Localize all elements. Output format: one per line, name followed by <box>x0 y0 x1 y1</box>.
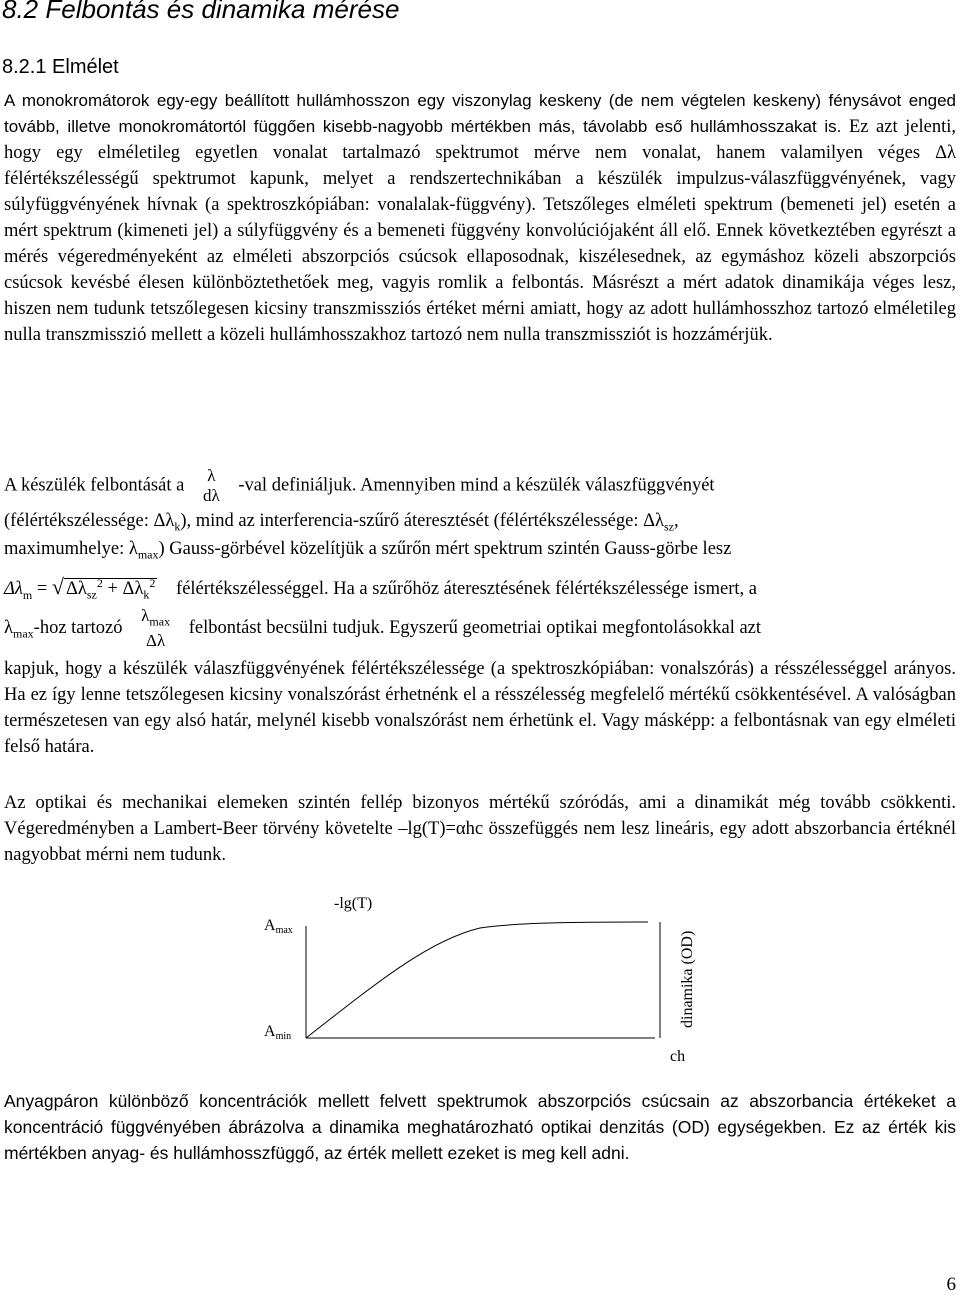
formula-radicand: $\Delta\lambda_{sz}^2 + \Delta\lambda_k^2$ <box>65 576 156 602</box>
resolution-text-3b: ) Gauss-görbével közelítjük a szűrőn mért spektrum szintén Gauss-görbe lesz <box>158 539 732 559</box>
resolution-text-5a: λ <box>4 617 13 638</box>
formula-sub-k: k <box>143 587 150 602</box>
resolution-text-4: félértékszélességgel. Ha a szűrőhöz áteresztésének félértékszélessége ismert, a <box>176 579 757 600</box>
chart-dynamic-label: dinamika (OD) <box>679 930 696 1028</box>
chart-curve <box>306 922 648 1038</box>
paragraph-scattering: Az optikai és mechanikai elemeken szintén fellép bizonyos mértékű szóródás, ami a dinamikát még tovább csökkenti. Végeredményben a Lambert-Beer törvény követelte –lg(T)=αhc összefüggés nem lesz lineáris, egy adott abszorbancia értéknél nagyobbat mérni nem tudunk. <box>4 793 956 865</box>
chart-y-label: -lg(T) <box>334 895 373 912</box>
resolution-line-4 <box>4 570 956 608</box>
formula-delta-lambda-m <box>4 570 157 608</box>
resolution-line-5 <box>4 606 956 651</box>
dynamics-chart <box>230 880 710 1070</box>
fraction-2-numerator <box>137 606 174 631</box>
resolution-text-2c: , <box>673 511 679 531</box>
sub-max-2: max <box>12 626 34 641</box>
chart-label-amin: Amin <box>264 1023 292 1042</box>
subsection-title: 8.2.1 Elmélet <box>2 56 119 78</box>
resolution-fraction-2 <box>137 606 174 651</box>
fraction-2-sub: max <box>149 614 171 629</box>
resolution-text-5b: -hoz tartozó <box>33 617 123 638</box>
paragraph-od: Anyagpáron különböző koncentrációk mellett felvett spektrumok abszorpciós csúcsain az abszorbancia értékeket a koncentráció függvényében ábrázolva a dinamika meghatározható optikai denzitás (OD) egységekben. Ez az érték kis mértékben anyag- és hullámhosszfüggő, az érték mellett ezeket is meg kell adni. <box>4 1091 956 1163</box>
formula-lhs: Δλ <box>4 579 23 600</box>
formula-sub-sz: sz <box>86 587 97 602</box>
resolution-fraction <box>199 466 224 506</box>
sub-k: k <box>174 519 181 534</box>
formula-eq: = <box>32 579 52 600</box>
sqrt-icon: √ <box>51 574 64 600</box>
resolution-text-2b: ), mind az interferencia-szűrő áteresztését (félértékszélessége: Δλ <box>180 511 664 531</box>
resolution-line-2 <box>4 508 956 540</box>
fraction-2-denominator: Δλ <box>146 631 166 651</box>
resolution-text-1b: -val definiáljuk. Amennyiben mind a készülék válaszfüggvényét <box>238 475 715 496</box>
fraction-2-lambda: λ <box>141 606 150 625</box>
resolution-text-1a: A készülék felbontását a <box>4 475 185 496</box>
section-title: 8.2 Felbontás és dinamika mérése <box>2 0 400 24</box>
resolution-line-3 <box>4 536 956 568</box>
fraction-numerator: λ <box>207 466 216 485</box>
resolution-text-3a: maximumhelye: λ <box>4 539 138 559</box>
sub-max: max <box>137 547 159 562</box>
chart-label-amax: Amax <box>264 917 293 936</box>
fraction-denominator: dλ <box>202 486 220 505</box>
formula-sub-m: m <box>22 587 33 602</box>
paragraph-theory-1-sans: A monokromátorok egy-egy beállított hullámhosszon egy viszonylag keskeny (de nem végtelen keskeny) fénysávot enged tovább, illetve monokromátortól függően kisebb-nagyobb mértékben más, távolabb eső hullámhosszakat is. <box>4 91 956 136</box>
paragraph-resolution-rest: kapjuk, hogy a készülék válaszfüggvényének félértékszélessége (a spektroszkópiában: vonalszórás) a résszélességgel arányos. Ha ez így lenne tetszőlegesen kicsiny vonalszórást érhetnénk el a résszélesség megfelelő mértékű csökkentésével. A valóságban természetesen van egy alsó határ, melynél kisebb vonalszórást nem érhetünk el. Vagy másképp: a felbontásnak van egy elméleti felső határa. <box>4 659 956 757</box>
resolution-text-2a: (félértékszélessége: Δλ <box>4 511 175 531</box>
paragraph-theory-1 <box>4 88 956 348</box>
sub-sz: sz <box>663 519 674 534</box>
page-number: 6 <box>946 1274 956 1295</box>
resolution-text-5c: felbontást becsülni tudjuk. Egyszerű geometriai optikai megfontolásokkal azt <box>188 617 762 638</box>
paragraph-theory-1-serif: Ez azt jelenti, hogy egy elméletileg egyetlen vonalat tartalmazó spektrumot mérve nem vonalat, hanem valamilyen véges Δλ félértékszélességű spektrumot kapunk, melyet a rendszertechnikában a készülék impulzus-válaszfüggvényének, vagy súlyfüggvényének hívnak (a spektroszkópiában: vonalalak-függvény). Tetszőleges elméleti spektrum (bemeneti jel) esetén a mért spektrum (kimeneti jel) a súlyfüggvény és a bemeneti függvény konvolúciójaként áll elő. Ennek következtében egyrészt a mérés végeredményeként az elméleti abszorpciós csúcsok ellaposodnak, kiszélesednek, az egymáshoz közeli abszorpciós csúcsok kevésbé élesen különböztethetőek meg, vagyis romlik a felbontás. Másrészt a mért adatok dinamikája véges lesz, hiszen nem tudunk tetszőlegesen kicsiny transzmissziós értéket mérni amiatt, hogy az adott hullámhosszhoz tartozó elméletileg nulla transzmisszió mellett a közeli hullámhosszakhoz tartozó nem nulla transzmissziót is hozzámérjük. <box>4 117 957 345</box>
chart-x-label: ch <box>670 1048 686 1065</box>
resolution-line-1 <box>4 466 956 506</box>
